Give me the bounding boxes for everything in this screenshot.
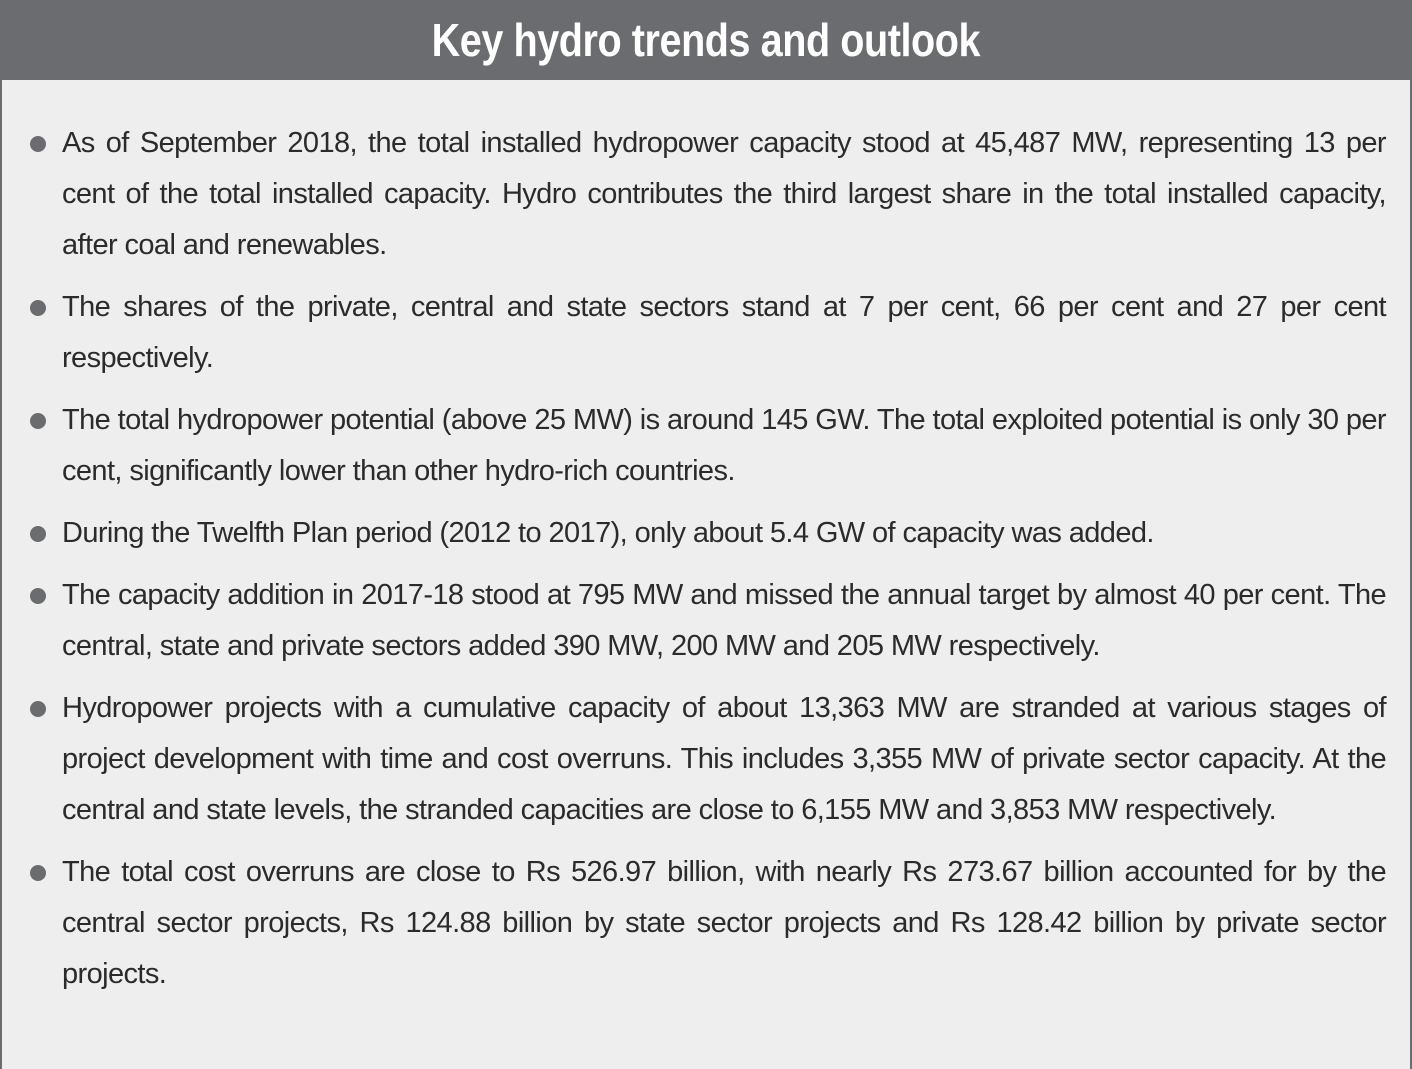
bullet-dot-icon (30, 526, 46, 542)
bullet-item (2, 118, 1410, 271)
bullet-text: Hydropower projects with a cumulative capacity of about 13,363 MW are stranded at various stages of project development with time and cost overruns. This includes 3,355 MW of private sector capacity. At the central and state levels, the stranded capacities are close to 6,155 MW and 3,853 MW respectively. (62, 692, 1386, 826)
bullet-dot-icon (30, 865, 46, 881)
bullet-item (2, 282, 1410, 384)
bullet-text: As of September 2018, the total installed hydropower capacity stood at 45,487 MW, representing 13 per cent of the total installed capacity. Hydro contributes the third largest share in the total installed capacity, after coal and renewables. (62, 127, 1386, 261)
bullet-dot-icon (30, 701, 46, 717)
bullet-text: During the Twelfth Plan period (2012 to 2017), only about 5.4 GW of capacity was added. (62, 517, 1154, 549)
bullet-dot-icon (30, 300, 46, 316)
title-bar (2, 0, 1410, 80)
bullet-item (2, 847, 1410, 1000)
bullet-item (2, 683, 1410, 836)
bullet-list (2, 118, 1410, 1011)
bullet-text: The total hydropower potential (above 25 MW) is around 145 GW. The total exploited potential is only 30 per cent, significantly lower than other hydro-rich countries. (62, 404, 1386, 487)
bullet-item (2, 508, 1410, 559)
box-title: Key hydro trends and outlook (431, 14, 981, 66)
bullet-text: The shares of the private, central and state sectors stand at 7 per cent, 66 per cent and 27 per cent respectively. (62, 291, 1386, 374)
bullet-dot-icon (30, 588, 46, 604)
bullet-dot-icon (30, 413, 46, 429)
bullet-item (2, 395, 1410, 497)
bullet-item (2, 570, 1410, 672)
bullet-text: The capacity addition in 2017-18 stood at 795 MW and missed the annual target by almost 40 per cent. The central, state and private sectors added 390 MW, 200 MW and 205 MW respectively. (62, 579, 1386, 662)
bullet-text: The total cost overruns are close to Rs 526.97 billion, with nearly Rs 273.67 billion accounted for by the central sector projects, Rs 124.88 billion by state sector projects and Rs 128.42 billion by private sector projects. (62, 856, 1386, 990)
bullet-dot-icon (30, 136, 46, 152)
